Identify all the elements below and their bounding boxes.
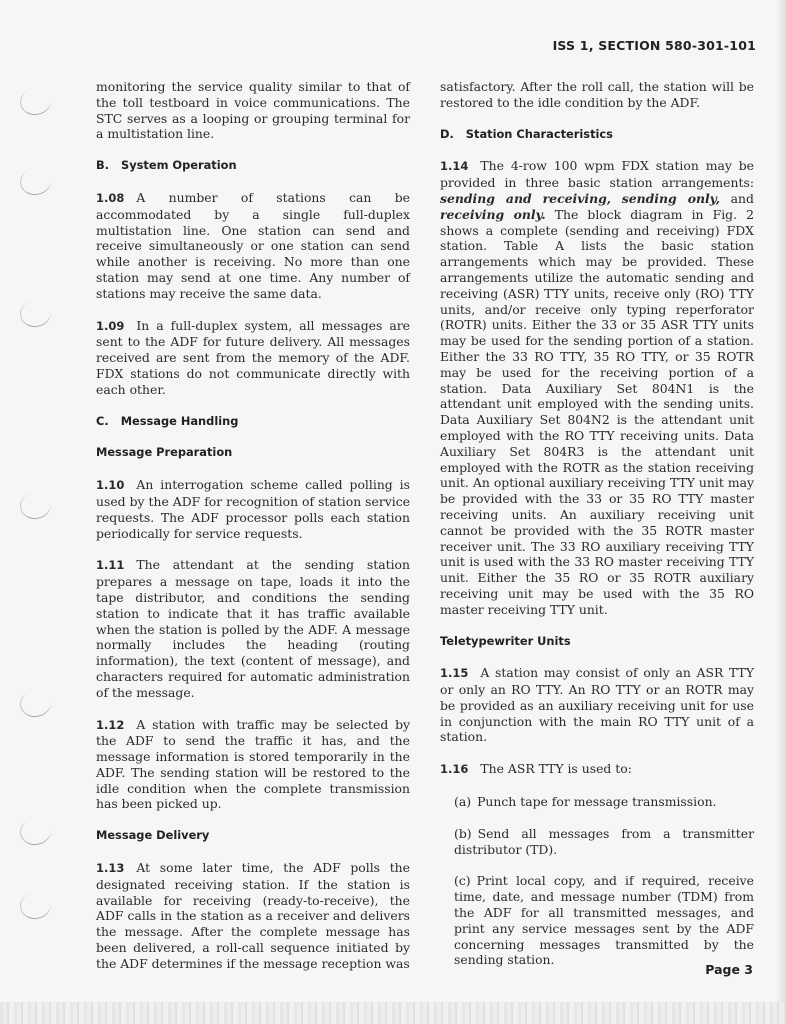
page-edge-shadow	[776, 0, 786, 1024]
paragraph-1-16: 1.16 The ASR TTY is used to:	[440, 761, 632, 777]
paragraph-number: 1.16	[440, 762, 469, 777]
paragraph-number: 1.12	[96, 717, 125, 732]
paragraph-1-13: 1.13 At some later time, the ADF polls the designated receiving station. If the station is available for receiving (ready-to-receive), the ADF calls in the station as a receiver and delivers the message. After the complete message has been delivered, a roll-call sequence initiated by the ADF determines if the message reception was	[96, 860, 410, 971]
punch-hole-mark	[18, 298, 53, 330]
punch-hole-mark	[18, 688, 53, 720]
punch-hole-mark	[18, 86, 53, 118]
punch-hole-mark	[18, 490, 53, 522]
list-item-b: (b) Send all messages from a transmitter distributor (TD).	[454, 825, 754, 857]
punch-hole-mark	[18, 816, 53, 848]
scan-noise-strip	[0, 1002, 786, 1024]
subheading-message-delivery: Message Delivery	[96, 828, 210, 843]
list-item-a: (a) Punch tape for message transmission.	[454, 794, 717, 810]
punch-hole-mark	[18, 890, 53, 922]
subheading-teletypewriter-units: Teletypewriter Units	[440, 633, 571, 648]
subheading-message-preparation: Message Preparation	[96, 445, 233, 460]
paragraph-1-15: 1.15 A station may consist of only an ASR TTY or only an RO TTY. An RO TTY or an ROTR may be provided as an auxiliary receiving unit for use in conjunction with the main RO TTY unit of a station.	[440, 665, 754, 745]
section-heading-b: B. System Operation	[96, 158, 237, 173]
continuation-text: satisfactory. After the roll call, the station will be restored to the idle condition by the ADF.	[440, 79, 754, 110]
arrangement-term: sending and receiving,	[440, 190, 612, 206]
paragraph-1-14: 1.14 The 4-row 100 wpm FDX station may be provided in three basic station arrangements: sending and receiving, sending only, and receiving only. The block diagram in Fig. 2 shows a complete (sending and receiving) FDX station. Table A lists the basic station arrangements which may be provided. These arrangements utilize the automatic sending and receiving (ASR) TTY units, receive only (RO) TTY units, and/or receive only typing reperforator (ROTR) units. Either the 33 or 35 ASR TTY units may be used for the sending portion of a station. Either the 33 RO TTY, 35 RO TTY, or 35 ROTR may be used for the receiving portion of a station. Data Auxiliary Set 804N1 is the attendant unit employed with the sending units. Data Auxiliary Set 804N2 is the attendant unit employed with the RO TTY receiving units. Data Auxiliary Set 804R3 is the attendant unit employed with the ROTR as the station receiving unit. An optional auxiliary receiving TTY unit may be provided with the 33 or 35 RO TTY master receiving units. An auxiliary receiving unit cannot be provided with the 35 ROTR master receiver unit. The 33 RO auxiliary receiving TTY unit is used with the 33 RO master receiving TTY unit. Either the 35 RO or 35 ROTR auxiliary receiving unit may be used with the 35 RO master receiving TTY unit.	[440, 158, 754, 617]
paragraph-number: 1.13	[96, 861, 125, 876]
punch-hole-mark	[18, 166, 53, 198]
paragraph-1-09: 1.09 In a full-duplex system, all messages are sent to the ADF for future delivery. All messages received are sent from the memory of the ADF. FDX stations do not communicate directly with each other.	[96, 317, 410, 397]
paragraph-number: 1.10	[96, 478, 125, 493]
right-column	[440, 79, 754, 984]
paragraph-number: 1.08	[96, 190, 125, 205]
arrangement-term: receiving only.	[440, 206, 546, 222]
running-head: ISS 1, SECTION 580-301-101	[552, 38, 756, 53]
paragraph-1-12: 1.12 A station with traffic may be selected by the ADF to send the traffic it has, and the message information is stored temporarily in the ADF. The sending station will be restored to the idle condition when the complete transmission has been picked up.	[96, 716, 410, 812]
list-item-c: (c) Print local copy, and if required, receive time, date, and message number (TDM) from the ADF for all transmitted messages, and print any service messages sent by the ADF concerning messages transmitted by the sending station.	[454, 873, 754, 968]
paragraph-number: 1.14	[440, 159, 469, 174]
section-heading-c: C. Message Handling	[96, 413, 239, 428]
paragraph-number: 1.09	[96, 318, 125, 333]
paragraph-number: 1.15	[440, 666, 469, 681]
left-column	[96, 79, 410, 988]
section-heading-d: D. Station Characteristics	[440, 126, 613, 141]
continuation-text: monitoring the service quality similar to that of the toll testboard in voice communications. The STC serves as a looping or grouping terminal for a multistation line.	[96, 79, 410, 142]
page-number: Page 3	[705, 962, 753, 977]
arrangement-term: sending only,	[621, 190, 721, 206]
paragraph-number: 1.11	[96, 558, 125, 573]
paragraph-1-10: 1.10 An interrogation scheme called polling is used by the ADF for recognition of station service requests. The ADF processor polls each station periodically for service requests.	[96, 477, 410, 541]
paragraph-1-11: 1.11 The attendant at the sending station prepares a message on tape, loads it into the tape distributor, and conditions the sending station to indicate that it has traffic available when the station is polled by the ADF. A message normally includes the heading (routing information), the text (content of message), and characters required for automatic administration of the message.	[96, 557, 410, 700]
paragraph-1-08: 1.08 A number of stations can be accommodated by a single full-duplex multistation line. One station can send and receive simultaneously or one station can send while another is receiving. No more than one station may send at one time. Any number of stations may receive the same data.	[96, 189, 410, 301]
